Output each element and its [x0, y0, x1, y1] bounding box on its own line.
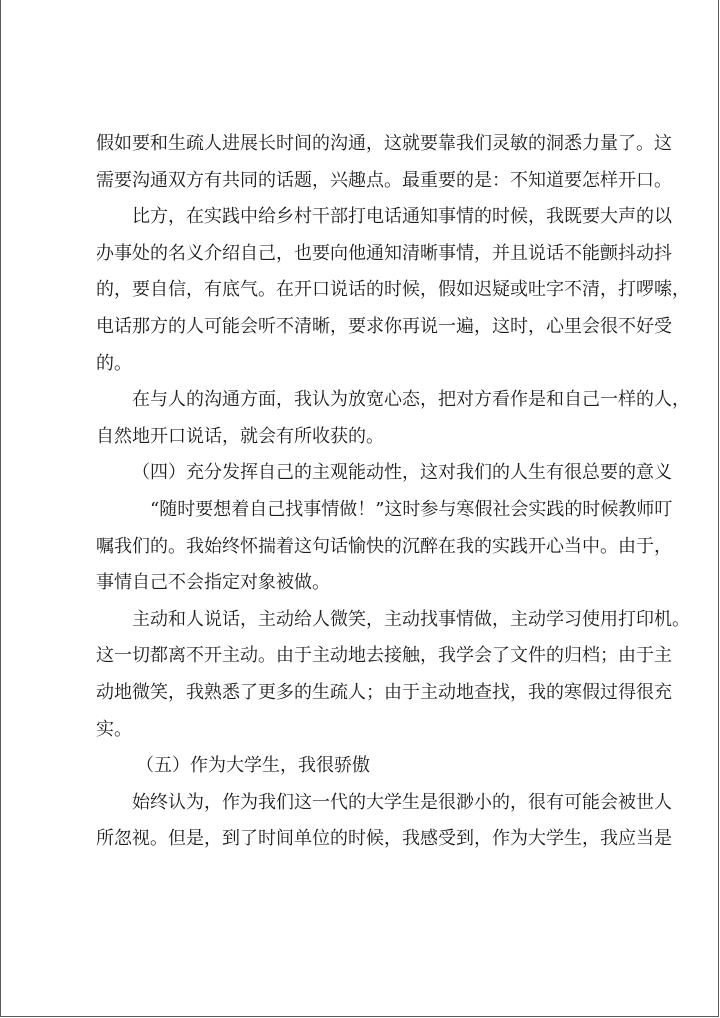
- text-line: 事情自己不会指定对象被做。: [96, 572, 330, 594]
- section-heading: （五）作为大学生，我很骄傲: [136, 755, 370, 777]
- text-line: 嘱我们的。我始终怀揣着这句话愉快的沉醉在我的实践开心当中。由于，: [96, 535, 672, 557]
- text-line: 在与人的沟通方面，我认为放宽心态，把对方看作是和自己一样的人，: [132, 389, 690, 411]
- text-line: “随时要想着自己找事情做！”这时参与寒假社会实践的时候教师叮: [150, 498, 673, 520]
- text-line: 电话那方的人可能会听不清晰，要求你再说一遍，这时，心里会很不好受: [96, 315, 672, 337]
- document-body: [96, 126, 690, 858]
- section-heading: （四）充分发挥自己的主观能动性，这对我们的人生有很总要的意义: [132, 462, 672, 484]
- text-line: 主动和人说话，主动给人微笑，主动找事情做，主动学习使用打印机。: [132, 608, 690, 630]
- text-line: 比方，在实践中给乡村干部打电话通知事情的时候，我既要大声的以: [132, 206, 672, 228]
- text-line: 自然地开口说话，就会有所收获的。: [96, 425, 384, 447]
- text-line: 实。: [96, 718, 132, 740]
- text-line: 需要沟通双方有共同的话题，兴趣点。最重要的是：不知道要怎样开口。: [96, 169, 672, 191]
- text-line: 所忽视。但是，到了时间单位的时候，我感受到，作为大学生，我应当是: [96, 828, 672, 850]
- text-line: 的。: [96, 352, 132, 374]
- text-line: 办事处的名义介绍自己，也要向他通知清晰事情，并且说话不能颤抖动抖: [96, 242, 672, 264]
- text-line: 动地微笑，我熟悉了更多的生疏人；由于主动地查找，我的寒假过得很充: [96, 681, 672, 703]
- text-line: 这一切都离不开主动。由于主动地去接触，我学会了文件的归档；由于主: [96, 645, 672, 667]
- text-line: 始终认为，作为我们这一代的大学生是很渺小的，很有可能会被世人: [132, 791, 672, 813]
- text-line: 假如要和生疏人进展长时间的沟通，这就要靠我们灵敏的洞悉力量了。这: [96, 133, 672, 154]
- text-line: 的，要自信，有底气。在开口说话的时候，假如迟疑或吐字不清，打啰嗦，: [96, 279, 690, 301]
